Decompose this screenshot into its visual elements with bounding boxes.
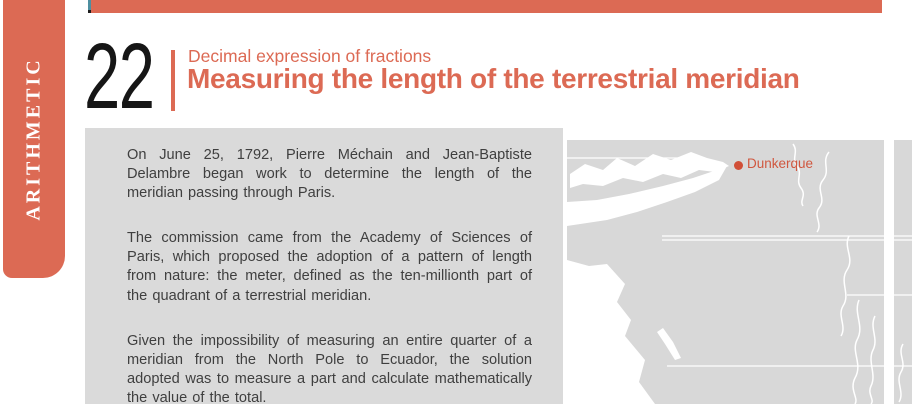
intro-paragraph: The commission came from the Academy of Sciences of Paris, which proposed the adoption of a pattern of length from nature: the meter, defined as the ten-millionth part of the quadrant of a terrestrial meridian.	[127, 230, 532, 304]
intro-paragraph: Given the impossibility of measuring an entire quarter of a meridian from the North Pole to Ecuador, the solution adopted was to measure a part and calculate mathematically the value of the total.	[127, 332, 532, 404]
map-fold-stripe	[884, 140, 894, 404]
france-map-graphic	[567, 140, 912, 404]
chapter-number: 22	[84, 24, 154, 128]
header-divider	[171, 50, 175, 111]
chapter-kicker: Decimal expression of fractions	[188, 46, 432, 66]
chapter-title: Measuring the length of the terrestrial meridian	[187, 63, 800, 94]
subject-label: ARITHMETIC	[22, 57, 45, 221]
map-marker-dot	[734, 161, 743, 170]
map-marker-label: Dunkerque	[747, 156, 814, 171]
top-accent-bar	[91, 0, 882, 13]
map-figure	[567, 140, 912, 404]
intro-paragraph: On June 25, 1792, Pierre Méchain and Jean-Baptiste Delambre began work to determine the length of the meridian passing through Paris.	[127, 147, 532, 202]
subject-tab	[3, 0, 65, 278]
intro-text-panel	[85, 128, 563, 404]
